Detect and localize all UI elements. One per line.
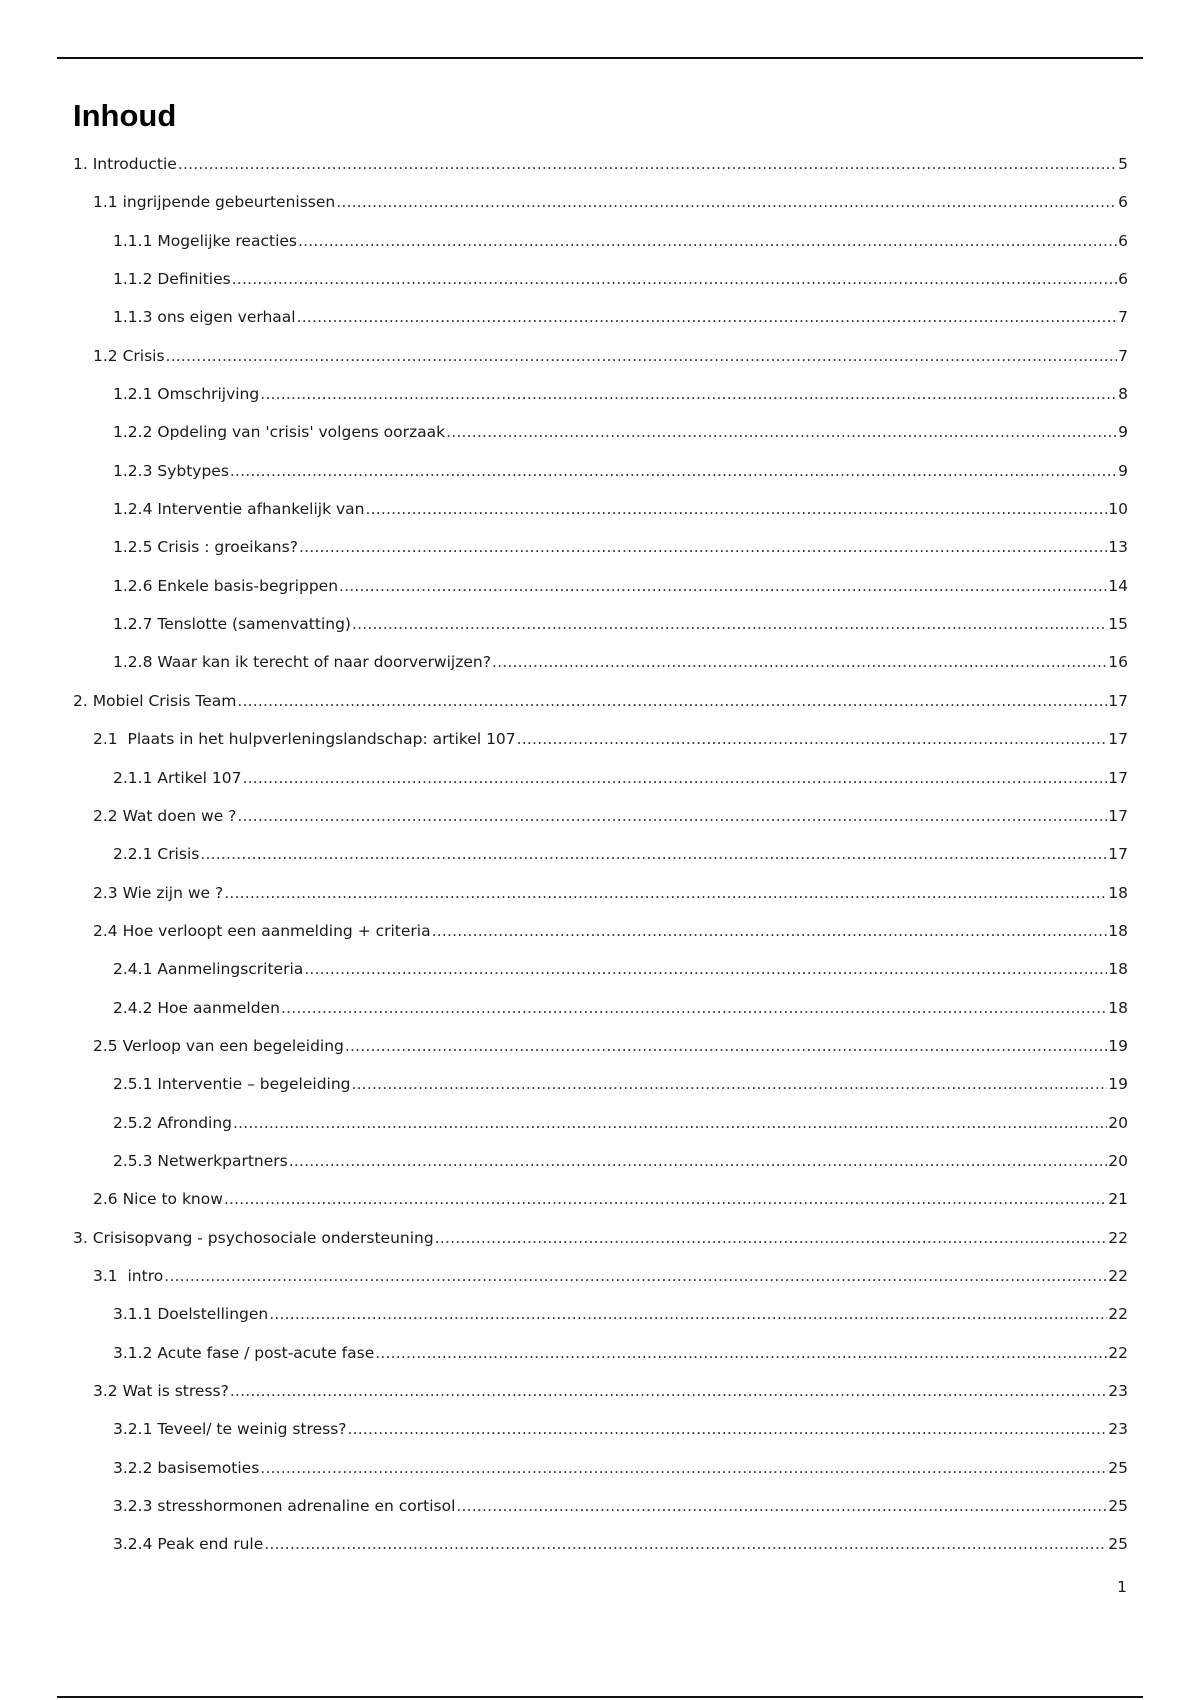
toc-entry-page: 7 [1118, 308, 1128, 327]
toc-entry[interactable] [73, 643, 1128, 681]
toc-entry-label: 3.2.4 Peak end rule [113, 1535, 264, 1554]
toc-entry-page: 22 [1108, 1305, 1128, 1324]
toc-dot-leader [348, 1410, 1108, 1448]
toc-dot-leader [200, 835, 1107, 873]
toc-entry-page: 25 [1108, 1497, 1128, 1516]
toc-entry[interactable] [73, 1142, 1128, 1180]
toc-entry-page: 14 [1108, 576, 1128, 595]
toc-dot-leader [492, 643, 1107, 681]
toc-entry-label: 3.1 intro [93, 1266, 164, 1285]
toc-dot-leader [264, 1525, 1107, 1563]
toc-entry-page: 8 [1118, 385, 1128, 404]
toc-entry-label: 1.2.7 Tenslotte (samenvatting) [113, 615, 351, 634]
toc-entry-page: 22 [1108, 1228, 1128, 1247]
toc-entry-label: 1.2.5 Crisis : groeikans? [113, 538, 298, 557]
table-of-contents [73, 145, 1128, 1564]
toc-dot-leader [456, 1487, 1107, 1525]
toc-entry-label: 3.2.3 stresshormonen adrenaline en cortisol [113, 1497, 456, 1516]
toc-entry-page: 23 [1108, 1420, 1128, 1439]
toc-entry-label: 2.2 Wat doen we ? [93, 806, 237, 825]
toc-entry-page: 16 [1108, 653, 1128, 672]
toc-entry-page: 19 [1108, 1075, 1128, 1094]
toc-entry-label: 3.1.2 Acute fase / post-acute fase [113, 1343, 375, 1362]
toc-dot-leader [243, 759, 1108, 797]
toc-entry[interactable] [73, 183, 1128, 221]
toc-entry-page: 17 [1108, 806, 1128, 825]
toc-entry[interactable] [73, 605, 1128, 643]
toc-entry-page: 17 [1108, 768, 1128, 787]
toc-entry[interactable] [73, 375, 1128, 413]
toc-entry-page: 23 [1108, 1382, 1128, 1400]
toc-entry-page: 18 [1108, 883, 1128, 902]
toc-dot-leader [178, 145, 1117, 183]
toc-entry-page: 6 [1118, 193, 1128, 212]
toc-dot-leader [230, 1372, 1107, 1410]
toc-entry[interactable] [73, 1180, 1128, 1218]
toc-entry-label: 2.1 Plaats in het hulpverleningslandschap: artikel 107 [93, 730, 516, 749]
toc-entry[interactable] [73, 222, 1128, 260]
toc-entry[interactable] [73, 797, 1128, 835]
toc-entry[interactable] [73, 989, 1128, 1027]
toc-entry-label: 2. Mobiel Crisis Team [73, 691, 237, 710]
toc-dot-leader [339, 567, 1107, 605]
toc-entry-label: 1.2.1 Omschrijving [113, 385, 260, 404]
footer-rule [57, 1696, 1143, 1698]
toc-dot-leader [345, 1027, 1107, 1065]
toc-entry-page: 21 [1108, 1190, 1128, 1209]
toc-entry[interactable] [73, 912, 1128, 950]
toc-entry[interactable] [73, 950, 1128, 988]
toc-entry-label: 3.2 Wat is stress? [93, 1382, 229, 1400]
toc-entry-page: 17 [1108, 730, 1128, 749]
toc-entry-label: 2.1.1 Artikel 107 [113, 768, 242, 787]
toc-entry-page: 19 [1108, 1036, 1128, 1055]
toc-entry-page: 17 [1108, 691, 1128, 710]
toc-entry-label: 1.2.2 Opdeling van 'crisis' volgens oorzaak [113, 423, 446, 442]
toc-entry-page: 13 [1108, 538, 1128, 557]
toc-entry-label: 2.2.1 Crisis [113, 845, 200, 864]
toc-entry[interactable] [73, 759, 1128, 797]
toc-entry[interactable] [73, 337, 1128, 375]
toc-entry-label: 2.6 Nice to know [93, 1190, 223, 1209]
toc-entry[interactable] [73, 1410, 1128, 1448]
toc-dot-leader [366, 490, 1108, 528]
toc-entry[interactable] [73, 1295, 1128, 1333]
toc-entry-label: 1.1.1 Mogelijke reacties [113, 231, 297, 250]
toc-dot-leader [164, 1257, 1107, 1295]
toc-entry[interactable] [73, 260, 1128, 298]
toc-dot-leader [289, 1142, 1108, 1180]
toc-entry-label: 2.4 Hoe verloopt een aanmelding + criteria [93, 921, 431, 940]
toc-entry-label: 3.2.1 Teveel/ te weinig stress? [113, 1420, 347, 1439]
toc-entry-page: 20 [1108, 1113, 1128, 1132]
toc-entry[interactable] [73, 413, 1128, 451]
toc-entry[interactable] [73, 1372, 1128, 1410]
toc-entry-label: 3. Crisisopvang - psychosociale ondersteuning [73, 1228, 434, 1247]
toc-entry-label: 2.5 Verloop van een begeleiding [93, 1036, 344, 1055]
toc-entry-page: 10 [1108, 500, 1128, 519]
toc-entry[interactable] [73, 567, 1128, 605]
toc-entry[interactable] [73, 1027, 1128, 1065]
toc-entry-page: 22 [1108, 1343, 1128, 1362]
toc-entry[interactable] [73, 874, 1128, 912]
toc-heading: Inhoud [73, 98, 177, 133]
toc-dot-leader [237, 797, 1107, 835]
toc-entry[interactable] [73, 682, 1128, 720]
toc-dot-leader [432, 912, 1108, 950]
toc-entry-label: 1.2.4 Interventie afhankelijk van [113, 500, 365, 519]
toc-dot-leader [233, 1104, 1107, 1142]
toc-entry-label: 1.2 Crisis [93, 346, 165, 365]
toc-entry-label: 2.3 Wie zijn we ? [93, 883, 224, 902]
toc-dot-leader [281, 989, 1107, 1027]
toc-entry-page: 25 [1108, 1535, 1128, 1554]
toc-entry-page: 15 [1108, 615, 1128, 634]
toc-dot-leader [166, 337, 1118, 375]
toc-entry-page: 5 [1118, 155, 1128, 173]
toc-entry[interactable] [73, 720, 1128, 758]
toc-dot-leader [230, 452, 1117, 490]
toc-entry-label: 1. Introductie [73, 155, 177, 173]
toc-entry-page: 6 [1118, 231, 1128, 250]
toc-entry-page: 6 [1118, 270, 1128, 289]
toc-dot-leader [304, 950, 1107, 988]
toc-dot-leader [435, 1219, 1108, 1257]
toc-entry-page: 18 [1108, 960, 1128, 979]
toc-entry[interactable] [73, 1487, 1128, 1525]
toc-entry-label: 2.5.1 Interventie – begeleiding [113, 1075, 351, 1094]
toc-entry[interactable] [73, 835, 1128, 873]
toc-dot-leader [224, 874, 1107, 912]
toc-entry-label: 1.1.2 Definities [113, 270, 231, 289]
toc-entry[interactable] [73, 1525, 1128, 1563]
toc-entry-page: 22 [1108, 1266, 1128, 1285]
toc-entry[interactable] [73, 298, 1128, 336]
toc-entry-page: 18 [1108, 998, 1128, 1017]
toc-entry[interactable] [73, 452, 1128, 490]
toc-entry[interactable] [73, 1104, 1128, 1142]
toc-entry-page: 9 [1118, 461, 1128, 480]
toc-entry-label: 1.2.3 Sybtypes [113, 461, 229, 480]
toc-entry[interactable] [73, 490, 1128, 528]
toc-dot-leader [352, 1065, 1108, 1103]
toc-dot-leader [352, 605, 1107, 643]
toc-dot-leader [269, 1295, 1107, 1333]
toc-entry-label: 2.5.2 Afronding [113, 1113, 233, 1132]
toc-dot-leader [237, 682, 1107, 720]
toc-entry[interactable] [73, 1449, 1128, 1487]
toc-entry-label: 1.1 ingrijpende gebeurtenissen [93, 193, 336, 212]
toc-entry-page: 20 [1108, 1151, 1128, 1170]
toc-entry-label: 1.1.3 ons eigen verhaal [113, 308, 296, 327]
toc-dot-leader [446, 413, 1117, 451]
toc-entry[interactable] [73, 145, 1128, 183]
toc-entry[interactable] [73, 1334, 1128, 1372]
toc-entry-label: 3.1.1 Doelstellingen [113, 1305, 269, 1324]
header-rule [57, 57, 1143, 59]
toc-dot-leader [336, 183, 1117, 221]
toc-entry-page: 9 [1118, 423, 1128, 442]
toc-dot-leader [260, 1449, 1107, 1487]
toc-dot-leader [375, 1334, 1107, 1372]
toc-dot-leader [299, 528, 1107, 566]
toc-entry-page: 25 [1108, 1458, 1128, 1477]
toc-entry[interactable] [73, 1219, 1128, 1257]
toc-dot-leader [224, 1180, 1107, 1218]
toc-dot-leader [517, 720, 1108, 758]
toc-dot-leader [232, 260, 1117, 298]
toc-entry[interactable] [73, 1065, 1128, 1103]
toc-dot-leader [260, 375, 1117, 413]
toc-entry-page: 7 [1118, 346, 1128, 365]
toc-entry[interactable] [73, 1257, 1128, 1295]
toc-entry-page: 18 [1108, 921, 1128, 940]
toc-entry-label: 1.2.8 Waar kan ik terecht of naar doorverwijzen? [113, 653, 491, 672]
toc-entry-label: 2.5.3 Netwerkpartners [113, 1151, 288, 1170]
toc-entry-label: 2.4.2 Hoe aanmelden [113, 998, 280, 1017]
toc-entry-page: 17 [1108, 845, 1128, 864]
toc-entry-label: 2.4.1 Aanmelingscriteria [113, 960, 304, 979]
page-number: 1 [1117, 1578, 1127, 1596]
toc-entry-label: 1.2.6 Enkele basis-begrippen [113, 576, 339, 595]
toc-entry-label: 3.2.2 basisemoties [113, 1458, 260, 1477]
toc-dot-leader [297, 298, 1118, 336]
toc-dot-leader [298, 222, 1117, 260]
toc-entry[interactable] [73, 528, 1128, 566]
